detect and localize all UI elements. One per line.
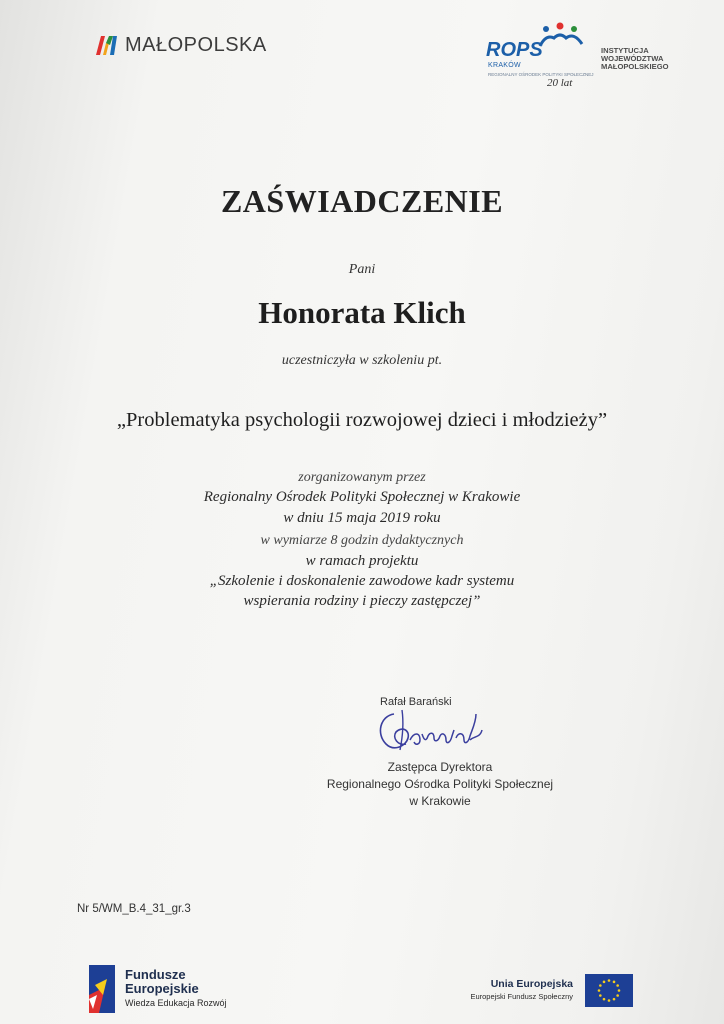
signer-position-line3: w Krakowie [409,794,471,808]
rops-figures-icon [536,22,596,52]
rops-subline: REGIONALNY OŚRODEK POLITYKI SPOŁECZNEJ [488,72,594,77]
eu-star-icon [613,998,616,1001]
eu-star-icon [608,979,611,982]
signer-position-line1: Zastępca Dyrektora [387,760,493,774]
rops-city: KRAKÓW [488,62,521,69]
training-hours: w wymiarze 8 godzin dydaktycznych [260,533,464,548]
eu-star-icon [599,984,602,987]
eu-star-icon [603,998,606,1001]
project-title-line2: wspierania rodziny i pieczy zastępczej” [243,593,481,609]
european-funds-logo [89,963,259,1018]
eu-star-icon [613,981,616,984]
project-title-line1: „Szkolenie i doskonalenie zawodowe kadr systemu [209,573,515,589]
eu-star-icon [616,984,619,987]
european-funds-program: Wiedza Edukacja Rozwój [125,998,227,1008]
european-funds-line2: Europejskie [125,981,199,996]
eu-star-icon [608,999,611,1002]
organizer-name: Regionalny Ośrodek Polityki Społecznej w Krakowie [203,489,521,505]
malopolska-mark-icon [94,33,120,57]
participation-text: uczestniczyła w szkoleniu pt. [281,353,443,368]
eu-star-icon [616,994,619,997]
rops-institution [601,47,669,72]
eu-line2: Europejski Fundusz Społeczny [470,992,573,1001]
european-funds-flag-icon [89,965,117,1013]
european-funds-line1: Fundusze [125,967,186,982]
malopolska-logo-text: MAŁOPOLSKA [125,33,267,56]
handwritten-signature [372,700,502,760]
organized-by-label: zorganizowanym przez [298,470,426,485]
recipient-name: Honorata Klich [258,295,466,330]
eu-star-icon [598,989,601,992]
signer-position-line2: Regionalnego Ośrodka Polityki Społecznej [326,777,554,791]
eu-flag-icon [585,974,633,1007]
eu-logo [470,972,635,1012]
course-title: „Problematyka psychologii rozwojowej dzieci i młodzieży” [116,409,608,431]
eu-line1: Unia Europejska [490,978,573,990]
certificate-title: ZAŚWIADCZENIE [220,183,504,219]
rops-anniversary: 20 lat [547,77,573,89]
eu-star-icon [603,981,606,984]
signer-name: Rafał Barański [380,696,452,708]
rops-institution-line3: MAŁOPOLSKIEGO [601,62,669,72]
malopolska-logo [94,31,267,59]
rops-institution-line2: WOJEWÓDZTWA [601,54,664,64]
training-date: w dniu 15 maja 2019 roku [283,510,441,526]
rops-logo [476,22,669,92]
eu-star-icon [618,989,621,992]
project-label: w ramach projektu [305,553,419,569]
rops-wordmark: ROPS [486,39,543,61]
document-number: Nr 5/WM_B.4_31_gr.3 [77,903,191,915]
salutation: Pani [348,262,376,277]
rops-institution-line1: INSTYTUCJA [601,46,649,55]
eu-star-icon [599,994,602,997]
